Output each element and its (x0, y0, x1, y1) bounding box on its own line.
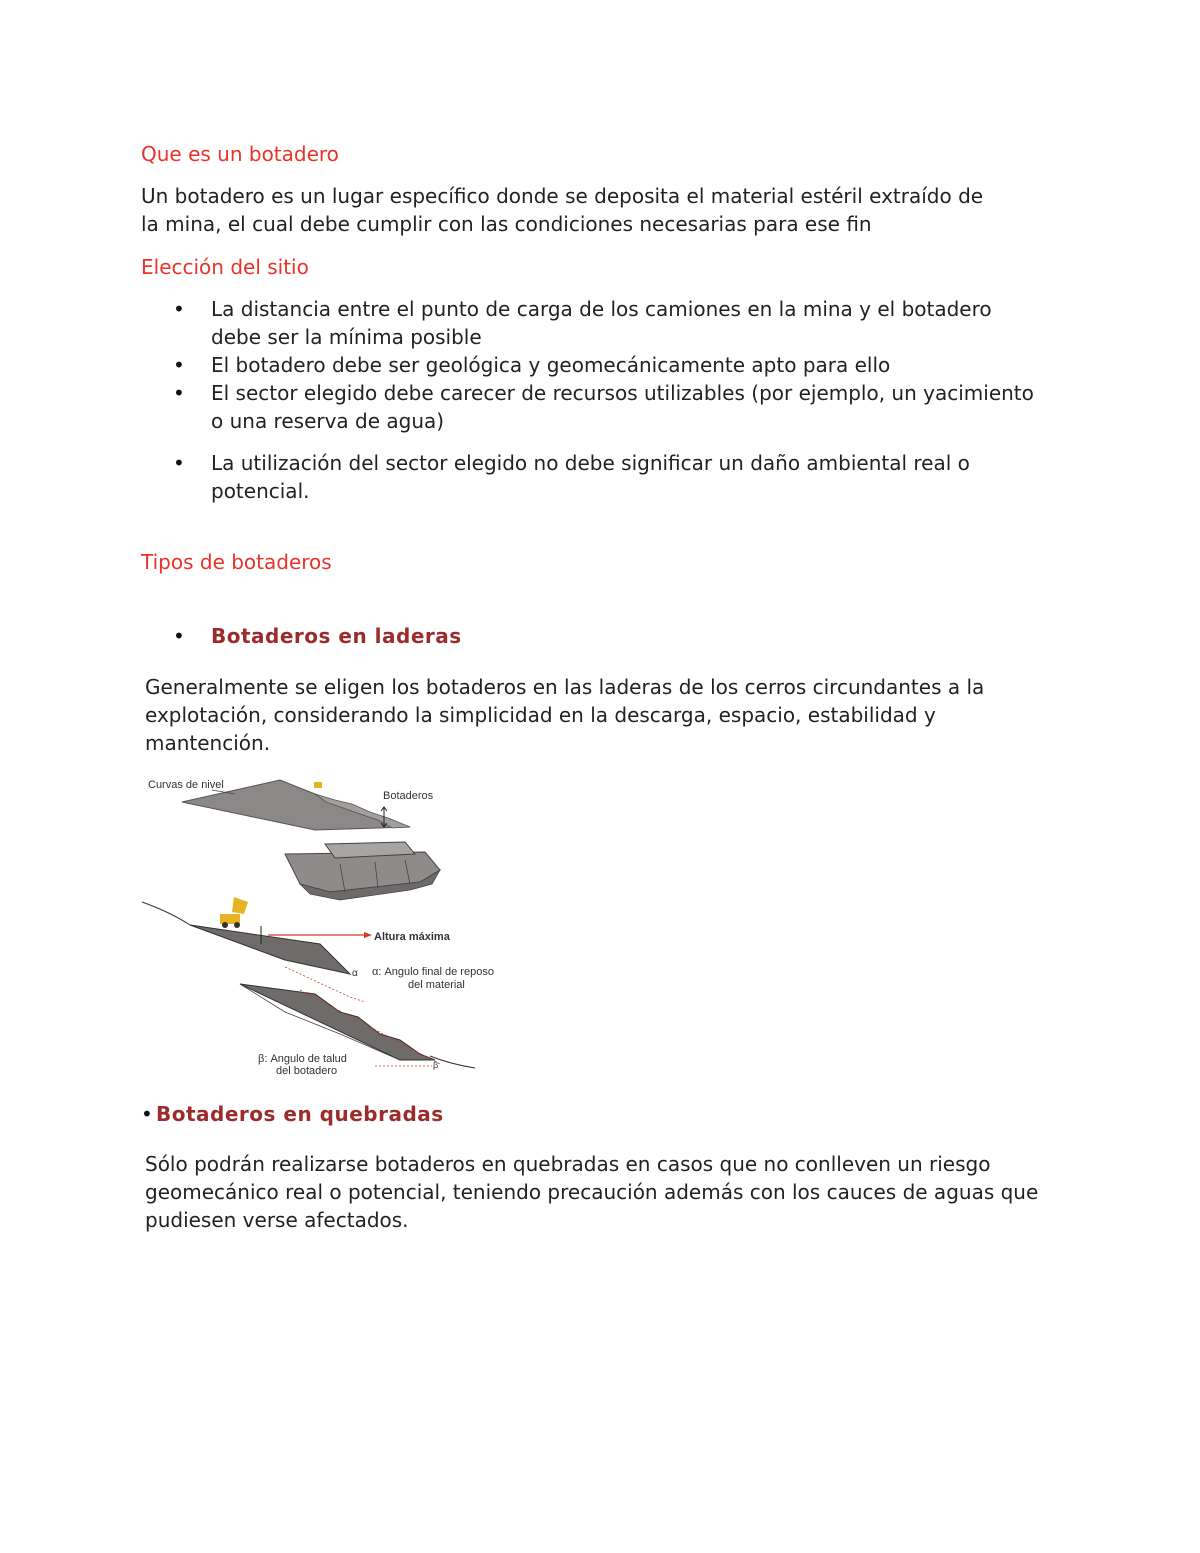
botadero-diagram (140, 772, 515, 1077)
paragraph-definition-line-1: Un botadero es un lugar específico donde se deposita el material estéril extraído de (141, 184, 984, 208)
label-alpha-line-1: α: Angulo final de reposo (372, 966, 494, 978)
label-beta-line-1: β: Angulo de talud (258, 1053, 347, 1065)
list-item: • El botadero debe ser geológica y geomecánicamente apto para ello (141, 351, 1041, 379)
beta-symbol: β (433, 1060, 439, 1070)
botadero-diagram-svg (140, 772, 515, 1077)
list-item: • El sector elegido debe carecer de recursos utilizables (por ejemplo, un yacimiento o una reserva de agua) (141, 379, 1041, 435)
terraced-dump-illustration (285, 842, 440, 900)
label-alpha-line-2: del material (408, 979, 465, 991)
bullet-dot: • (173, 624, 185, 648)
subheading-botaderos-en-quebradas: Botaderos en quebradas (156, 1102, 444, 1126)
alpha-symbol: α (352, 968, 358, 979)
heading-eleccion-del-sitio: Elección del sitio (141, 255, 309, 279)
label-curvas-de-nivel: Curvas de nivel (148, 779, 224, 791)
paragraph-laderas: Generalmente se eligen los botaderos en las laderas de los cerros circundantes a la explotación, considerando la simplicidad en la descarga, espacio, estabilidad y mantención. (145, 675, 985, 755)
label-beta-line-2: del botadero (276, 1065, 338, 1077)
paragraph-quebradas: Sólo podrán realizarse botaderos en quebradas en casos que no conlleven un riesgo geomecánico real o potencial, teniendo precaución además con los cauces de aguas que pudiesen verse afectados. (145, 1152, 1039, 1232)
site-selection-list (141, 295, 1041, 505)
paragraph-definition-line-2: la mina, el cual debe cumplir con las condiciones necesarias para ese fin (141, 212, 872, 236)
bullet-dot: • (141, 1102, 153, 1126)
label-altura-maxima: Altura máxima (374, 931, 450, 943)
subheading-botaderos-en-laderas: Botaderos en laderas (211, 624, 462, 648)
heading-que-es-un-botadero: Que es un botadero (141, 142, 339, 166)
truck-icon (314, 782, 322, 788)
label-botaderos: Botaderos (383, 790, 434, 802)
list-item: • La utilización del sector elegido no debe significar un daño ambiental real o potencial. (141, 449, 1041, 505)
heading-tipos-de-botaderos: Tipos de botaderos (141, 550, 332, 574)
list-item: • La distancia entre el punto de carga de los camiones en la mina y el botadero debe ser la mínima posible (141, 295, 1041, 351)
